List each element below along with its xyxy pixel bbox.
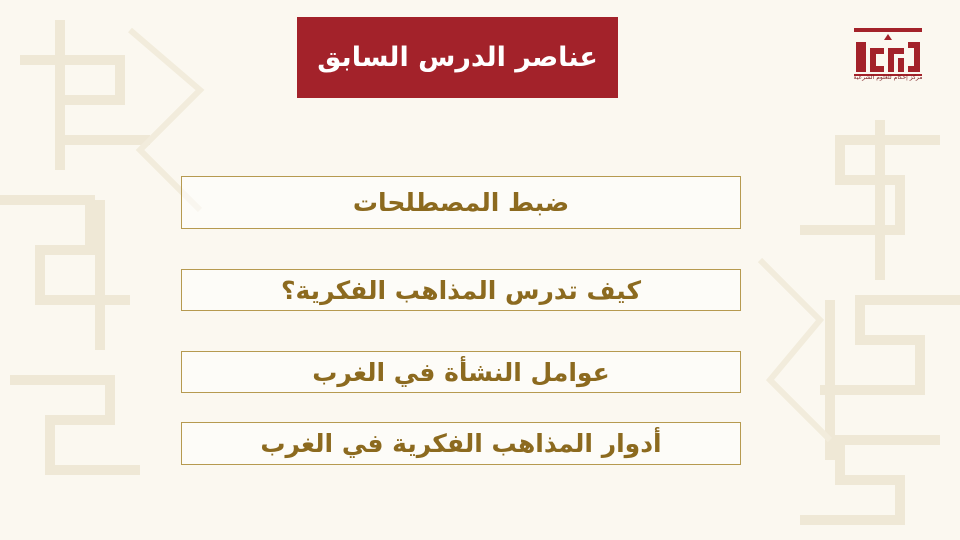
list-item-terminology bbox=[181, 176, 741, 229]
list-item-label: أدوار المذاهب الفكرية في الغرب bbox=[260, 429, 662, 458]
ihkam-logo bbox=[848, 26, 928, 96]
list-item-label: ضبط المصطلحات bbox=[352, 188, 570, 217]
list-item-roles bbox=[181, 422, 741, 465]
logo-caption: مركز إحكام للعلوم الشرعية bbox=[853, 74, 923, 81]
list-item-label: كيف تدرس المذاهب الفكرية؟ bbox=[281, 275, 641, 305]
slide-title: عناصر الدرس السابق bbox=[317, 42, 598, 73]
list-item-label: عوامل النشأة في الغرب bbox=[312, 357, 610, 387]
slide-title-banner bbox=[297, 17, 618, 98]
list-item-origin-factors bbox=[181, 351, 741, 393]
list-item-how-to-study bbox=[181, 269, 741, 311]
